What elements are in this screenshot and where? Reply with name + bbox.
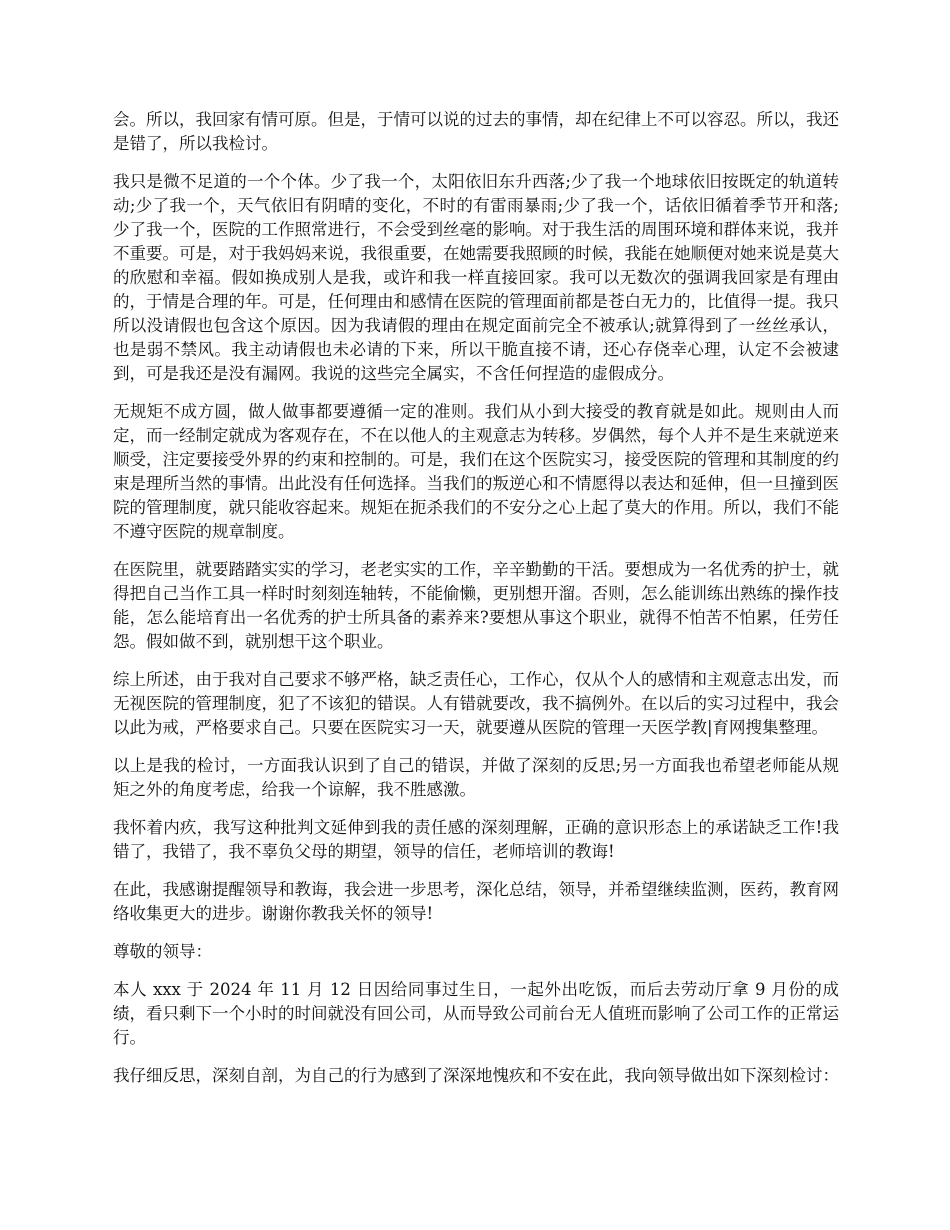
paragraph-incident: 本人 xxx 于 2024 年 11 月 12 日因给同事过生日，一起外出吃饭，而后去劳动厅拿 9 月份的成绩，看只剩下一个小时的时间就没有回公司，从而导致公司前台无人值班而影响了公司工作的正常运行。	[113, 980, 839, 1047]
document-body	[113, 108, 839, 1102]
salutation: 尊敬的领导：	[113, 942, 212, 961]
paragraph-hospital-work: 在医院里，就要踏踏实实的学习，老老实实的工作，辛辛勤勤的干活。要想成为一名优秀的护士，就得把自己当作工具一样时时刻刻连轴转，不能偷懒，更别想开溜。否则，怎么能训练出熟练的操作技能，怎么能培育出一名优秀的护士所具备的素养来?要想从事这个职业，就得不怕苦不怕累，任劳任怨。假如做不到，就别想干这个职业。	[113, 560, 839, 651]
paragraph-continuation: 会。所以，我回家有情可原。但是，于情可以说的过去的事情，却在纪律上不可以容忍。所以，我还是错了，所以我检讨。	[113, 110, 839, 153]
paragraph-thanks: 在此，我感谢提醒领导和教诲，我会进一步思考，深化总结，领导，并希望继续监测，医药，教育网络收集更大的进步。谢谢你教我关怀的领导!	[113, 880, 839, 923]
paragraph-insignificance: 我只是微不足道的一个个体。少了我一个，太阳依旧东升西落;少了我一个地球依旧按既定的轨道转动;少了我一个，天气依旧有阴晴的变化，不时的有雷雨暴雨;少了我一个，话依旧循着季节开和落;少了我一个，医院的工作照常进行，不会受到丝毫的影响。对于我生活的周围环境和群体来说，我并不重要。可是，对于我妈妈来说，我很重要，在她需要我照顾的时候，我能在她顺便对她来说是莫大的欣慰和幸福。假如换成别人是我，或许和我一样直接回家。我可以无数次的强调我回家是有理由的，于情是合理的年。可是，任何理由和感情在医院的管理面前都是苍白无力的，比值得一提。我只所以没请假也包含这个原因。因为我请假的理由在规定面前完全不被承认;就算得到了一丝丝承认，也是弱不禁风。我主动请假也未必请的下来，所以干脆直接不请，还心存侥幸心理，认定不会被逮到，可是我还是没有漏网。我说的这些完全属实，不含任何捏造的虚假成分。	[113, 172, 839, 383]
paragraph-rules: 无规矩不成方圆，做人做事都要遵循一定的准则。我们从小到大接受的教育就是如此。规则由人而定，而一经制定就成为客观存在，不在以他人的主观意志为转移。岁偶然，每个人并不是生来就逆来顺受，注定要接受外界的约束和控制的。可是，我们在这个医院实习，接受医院的管理和其制度的约束是理所当然的事情。出此没有任何选择。当我们的叛逆心和不情愿得以表达和延伸，但一旦撞到医院的管理制度，就只能收容起来。规矩在扼杀我们的不安分之心上起了莫大的作用。所以，我们不能不遵守医院的规章制度。	[113, 402, 839, 541]
paragraph-reflection: 我仔细反思，深刻自剖，为自己的行为感到了深深地愧疚和不安在此，我向领导做出如下深刻检讨：	[113, 1066, 839, 1085]
paragraph-summary: 综上所述，由于我对自己要求不够严格，缺乏责任心，工作心，仅从个人的感情和主观意志出发，而无视医院的管理制度，犯了不该犯的错误。人有错就要改，我不搞例外。在以后的实习过程中，我会以此为戒，严格要求自己。只要在医院实习一天，就要遵从医院的管理一天医学教|育网搜集整理。	[113, 670, 839, 737]
paragraph-remorse: 我怀着内疚，我写这种批判文延伸到我的责任感的深刻理解，正确的意识形态上的承诺缺乏工作!我错了，我错了，我不辜负父母的期望，领导的信任，老师培训的教诲!	[113, 818, 839, 861]
paragraph-self-criticism: 以上是我的检讨，一方面我认识到了自己的错误，并做了深刻的反思;另一方面我也希望老师能从规矩之外的角度考虑，给我一个谅解，我不胜感激。	[113, 756, 839, 799]
